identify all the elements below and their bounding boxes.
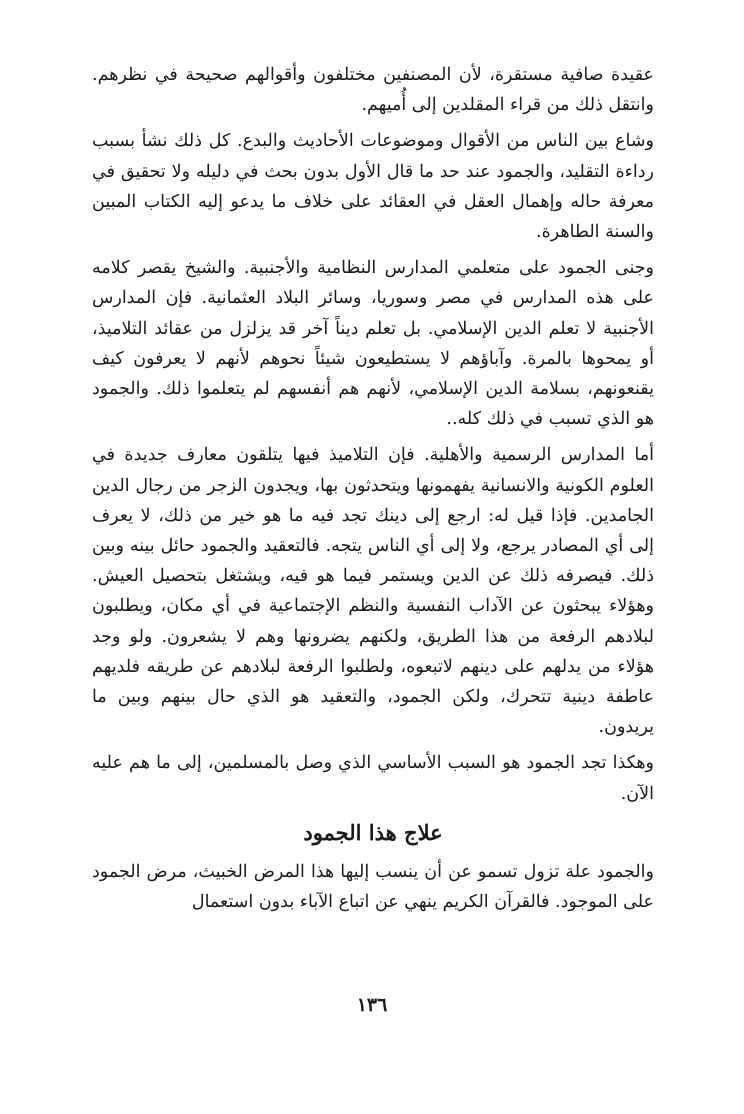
paragraph-1: عقيدة صافية مستقرة، لأن المصنفين مختلفون وأقوالهم صحيحة في نظرهم. وانتقل ذلك من قراء المقلدين إلى أُميهم. <box>92 65 654 116</box>
page-body <box>92 60 654 923</box>
paragraph-3: وجنى الجمود على متعلمي المدارس النظامية والأجنبية. والشيخ يقصر كلامه على هذه المدارس في مصر وسوريا، وسائر البلاد العثمانية. فإن المدارس الأجنبية لا تعلم الدين الإسلامي. بل تعلم ديناً آخر قد يزلزل من عقائد التلاميذ، أو يمحوها بالمرة. وآباؤهم لا يستطيعون شيئاً نحوهم لأنهم لا يعرفون كيف يقنعونهم، بسلامة الدين الإسلامي، لأنهم هم أنفسهم لم يتعلموا ذلك. والجمود هو الذي تسبب في ذلك كله.. <box>92 258 654 430</box>
paragraph-6: والجمود علة تزول تسمو عن أن ينسب إليها هذا المرض الخبيث، مرض الجمود على الموجود. فالقرآن الكريم ينهي عن اتباع الآباء بدون استعمال <box>92 861 654 913</box>
paragraph-2: وشاع بين الناس من الأقوال وموضوعات الأحاديث والبدع. كل ذلك نشأ بسبب رداءة التقليد، والجمود عند حد ما قال الأول بدون بحث في دليله ولا تحقيق في معرفة حاله وإهمال العقل في العقائد على خلاف ما يدعو إليه الكتاب المبين والسنة الطاهرة. <box>92 131 654 243</box>
paragraph-4: أما المدارس الرسمية والأهلية. فإن التلاميذ فيها يتلقون معارف جديدة في العلوم الكونية والانسانية يفهمونها ويتحدثون بها، ويجدون الزجر من رجال الدين الجامدين. فإذا قيل له: ارجع إلى دينك تجد فيه ما هو خير من ذلك، لا يعرف إلى أي المصادر يرجع، ولا إلى أي الناس يتجه. فالتعقيد والجمود حائل بينه وبين ذلك. فيصرفه ذلك عن الدين ويستمر فيما هو فيه، ويشتغل بتحصيل العيش. وهؤلاء يبحثون عن الآداب النفسية والنظم الإجتماعية في أي مكان، ويطلبون لبلادهم الرفعة من هذا الطريق، ولكنهم يضرونها وهم لا يشعرون. ولو وجد هؤلاء من يدلهم على دينهم لاتبعوه، ولطلبوا الرفعة لبلادهم عن طريقه فلديهم عاطفة دينية تتحرك، ولكن الجمود، والتعقيد هو الذي حال بينهم وبين ما يريدون. <box>92 445 654 738</box>
page-number: ١٣٦ <box>356 994 388 1016</box>
section-heading: علاج هذا الجمود <box>303 819 443 845</box>
paragraph-5: وهكذا تجد الجمود هو السبب الأساسي الذي وصل بالمسلمين، إلى ما هم عليه الآن. <box>92 753 654 804</box>
